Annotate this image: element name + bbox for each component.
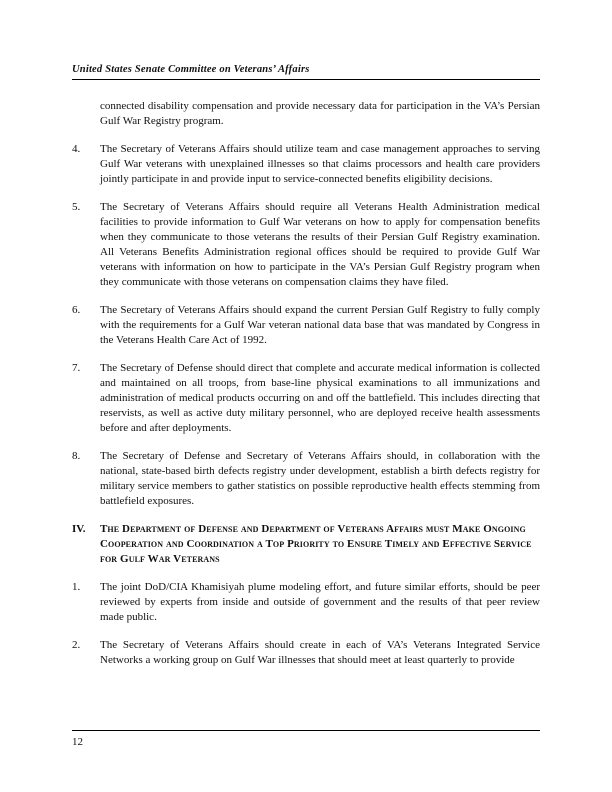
list-item — [72, 303, 540, 348]
list-item — [72, 580, 540, 625]
item-number: 8. — [72, 450, 81, 462]
page-footer — [72, 726, 540, 748]
list-item — [72, 142, 540, 187]
continuation-paragraph: connected disability compensation and provide necessary data for participation in the VA’s Persian Gulf War Registry program. — [100, 100, 540, 127]
list-item — [72, 361, 540, 436]
item-number: 7. — [72, 362, 81, 374]
item-number: 2. — [72, 639, 81, 651]
item-number: 1. — [72, 581, 81, 593]
item-text: The Secretary of Defense and Secretary of Veterans Affairs should, in collaboration with the national, state-based birth defects registry under development, establish a birth defects registry for military service members to gather statistics on possible reproductive health effects stemming from battlefield exposures. — [100, 450, 540, 507]
item-text: The Secretary of Veterans Affairs should create in each of VA’s Veterans Integrated Service Networks a working group on Gulf War illnesses that should meet at least quarterly to provide — [100, 639, 540, 666]
running-header — [72, 64, 540, 80]
list-item — [72, 200, 540, 290]
item-number: 6. — [72, 304, 81, 316]
item-number: 5. — [72, 201, 81, 213]
page-number: 12 — [72, 736, 83, 748]
page-content — [72, 64, 540, 681]
header-rule — [72, 79, 540, 80]
item-text: The Secretary of Veterans Affairs should expand the current Persian Gulf Registry to fully comply with the requirements for a Gulf War veteran national data base that was mandated by Congress in the Veterans Health Care Act of 1992. — [100, 304, 540, 346]
footer-rule — [72, 730, 540, 731]
item-text: The Secretary of Defense should direct that complete and accurate medical information is collected and maintained on all troops, from base-line physical examinations to all immunizations and administration of medical products occurring on and off the battlefield. This includes directing that reservists, as well as active duty military personnel, who are deployed receive health assessments before and after deployments. — [100, 362, 540, 434]
header-title: United States Senate Committee on Veterans’ Affairs — [72, 64, 310, 75]
body-text — [72, 99, 540, 668]
section-number: IV. — [72, 523, 86, 535]
list-item — [72, 449, 540, 509]
item-number: 4. — [72, 143, 81, 155]
section-heading — [72, 522, 540, 567]
list-item — [72, 638, 540, 668]
item-text: The Secretary of Veterans Affairs should utilize team and case management approaches to serving Gulf War veterans with unexplained illnesses so that claims processors and health care providers jointly participate in and provide input to service-connected benefits eligibility decisions. — [100, 143, 540, 185]
item-text: The Secretary of Veterans Affairs should require all Veterans Health Administration medical facilities to provide information to Gulf War veterans on how to apply for compensation benefits when they communicate to those veterans the results of their Persian Gulf Registry examination. All Veterans Benefits Administration regional offices should be required to provide Gulf War veterans with information on how to participate in the VA’s Persian Gulf Registry program when they communicate with those veterans on compensation claims they have filed. — [100, 201, 540, 288]
section-title: The Department of Defense and Department of Veterans Affairs must Make Ongoing Cooperation and Coordination a Top Priority to Ensure Timely and Effective Service for Gulf War Veterans — [100, 523, 532, 565]
item-text: The joint DoD/CIA Khamisiyah plume modeling effort, and future similar efforts, should be peer reviewed by experts from inside and outside of government and the results of that peer review made public. — [100, 581, 540, 623]
